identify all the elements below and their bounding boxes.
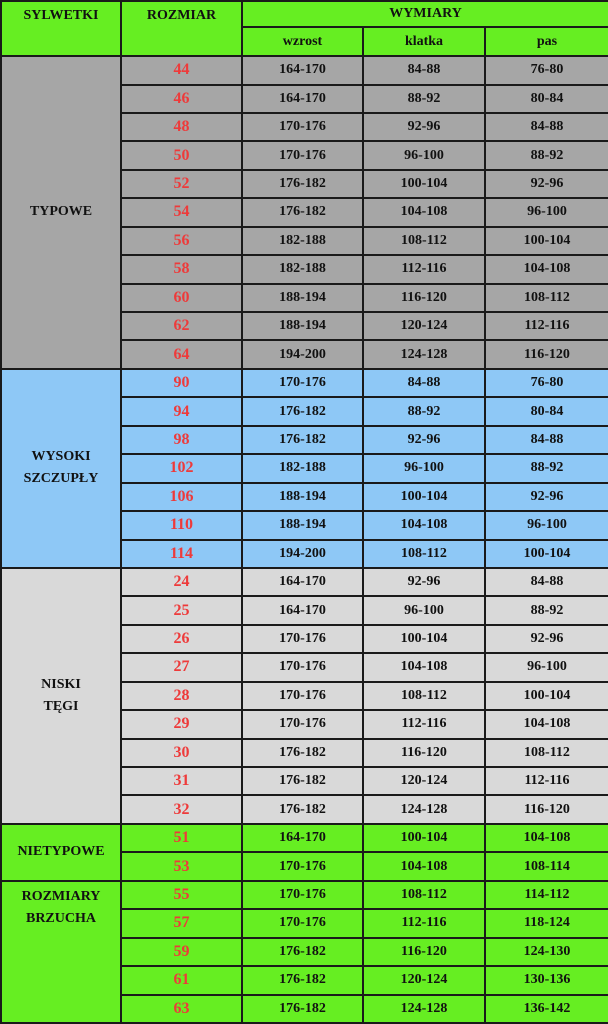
klatka-cell: 116-120 [363, 739, 485, 767]
header-sylwetki: SYLWETKI [1, 1, 121, 56]
pas-cell: 108-114 [485, 852, 608, 880]
group-label-line: TĘGI [43, 698, 79, 714]
wzrost-cell: 176-182 [242, 795, 363, 823]
klatka-cell: 100-104 [363, 170, 485, 198]
size-cell: 90 [121, 369, 242, 397]
pas-cell: 88-92 [485, 596, 608, 624]
klatka-cell: 120-124 [363, 312, 485, 340]
pas-cell: 84-88 [485, 426, 608, 454]
klatka-cell: 104-108 [363, 653, 485, 681]
wzrost-cell: 182-188 [242, 454, 363, 482]
size-cell: 24 [121, 568, 242, 596]
size-cell: 94 [121, 397, 242, 425]
pas-cell: 114-112 [485, 881, 608, 909]
pas-cell: 92-96 [485, 625, 608, 653]
klatka-cell: 108-112 [363, 881, 485, 909]
group-label-line: ROZMIARY [21, 888, 101, 904]
size-cell: 114 [121, 540, 242, 568]
pas-cell: 116-120 [485, 340, 608, 368]
pas-cell: 88-92 [485, 141, 608, 169]
header-klatka: klatka [363, 27, 485, 56]
klatka-cell: 92-96 [363, 426, 485, 454]
klatka-cell: 96-100 [363, 454, 485, 482]
size-cell: 55 [121, 881, 242, 909]
group-label-brzucha [1, 881, 121, 1023]
wzrost-cell: 164-170 [242, 568, 363, 596]
klatka-cell: 100-104 [363, 483, 485, 511]
table-body [1, 1, 608, 1023]
pas-cell: 92-96 [485, 170, 608, 198]
klatka-cell: 124-128 [363, 995, 485, 1023]
pas-cell: 96-100 [485, 653, 608, 681]
klatka-cell: 88-92 [363, 85, 485, 113]
klatka-cell: 112-116 [363, 909, 485, 937]
wzrost-cell: 176-182 [242, 995, 363, 1023]
size-cell: 102 [121, 454, 242, 482]
group-label-line: SZCZUPŁY [23, 471, 99, 487]
wzrost-cell: 176-182 [242, 198, 363, 226]
pas-cell: 112-116 [485, 312, 608, 340]
klatka-cell: 88-92 [363, 397, 485, 425]
pas-cell: 104-108 [485, 824, 608, 852]
wzrost-cell: 170-176 [242, 141, 363, 169]
pas-cell: 108-112 [485, 739, 608, 767]
pas-cell: 80-84 [485, 85, 608, 113]
wzrost-cell: 164-170 [242, 596, 363, 624]
group-label-line: NISKI [41, 676, 81, 692]
size-cell: 57 [121, 909, 242, 937]
klatka-cell: 124-128 [363, 795, 485, 823]
size-cell: 44 [121, 56, 242, 84]
wzrost-cell: 176-182 [242, 739, 363, 767]
size-cell: 27 [121, 653, 242, 681]
klatka-cell: 92-96 [363, 568, 485, 596]
header-rozmiar: ROZMIAR [121, 1, 242, 56]
pas-cell: 124-130 [485, 938, 608, 966]
pas-cell: 96-100 [485, 511, 608, 539]
header-pas: pas [485, 27, 608, 56]
wzrost-cell: 164-170 [242, 85, 363, 113]
group-label-line: BRZUCHA [25, 910, 96, 926]
wzrost-cell: 170-176 [242, 909, 363, 937]
header-wzrost: wzrost [242, 27, 363, 56]
table-row [1, 881, 608, 909]
wzrost-cell: 170-176 [242, 852, 363, 880]
klatka-cell: 92-96 [363, 113, 485, 141]
pas-cell: 136-142 [485, 995, 608, 1023]
size-cell: 98 [121, 426, 242, 454]
wzrost-cell: 176-182 [242, 426, 363, 454]
wzrost-cell: 170-176 [242, 710, 363, 738]
wzrost-cell: 170-176 [242, 682, 363, 710]
pas-cell: 80-84 [485, 397, 608, 425]
table-row [1, 568, 608, 596]
table-row [1, 56, 608, 84]
size-cell: 59 [121, 938, 242, 966]
wzrost-cell: 170-176 [242, 625, 363, 653]
size-cell: 64 [121, 340, 242, 368]
wzrost-cell: 176-182 [242, 397, 363, 425]
wzrost-cell: 182-188 [242, 255, 363, 283]
size-cell: 61 [121, 966, 242, 994]
klatka-cell: 108-112 [363, 682, 485, 710]
klatka-cell: 100-104 [363, 625, 485, 653]
size-cell: 106 [121, 483, 242, 511]
wzrost-cell: 176-182 [242, 966, 363, 994]
pas-cell: 92-96 [485, 483, 608, 511]
wzrost-cell: 188-194 [242, 284, 363, 312]
pas-cell: 100-104 [485, 682, 608, 710]
size-cell: 50 [121, 141, 242, 169]
pas-cell: 130-136 [485, 966, 608, 994]
pas-cell: 76-80 [485, 369, 608, 397]
group-label-wysoki [1, 369, 121, 568]
klatka-cell: 120-124 [363, 767, 485, 795]
klatka-cell: 112-116 [363, 710, 485, 738]
pas-cell: 118-124 [485, 909, 608, 937]
wzrost-cell: 170-176 [242, 369, 363, 397]
size-cell: 62 [121, 312, 242, 340]
wzrost-cell: 176-182 [242, 767, 363, 795]
group-label-typowe [1, 56, 121, 369]
size-cell: 32 [121, 795, 242, 823]
size-cell: 63 [121, 995, 242, 1023]
size-cell: 28 [121, 682, 242, 710]
size-cell: 29 [121, 710, 242, 738]
size-cell: 53 [121, 852, 242, 880]
size-cell: 60 [121, 284, 242, 312]
wzrost-cell: 176-182 [242, 170, 363, 198]
group-label-line: TYPOWE [29, 204, 93, 220]
header-row-top [1, 1, 608, 27]
klatka-cell: 104-108 [363, 511, 485, 539]
wzrost-cell: 164-170 [242, 824, 363, 852]
wzrost-cell: 194-200 [242, 340, 363, 368]
wzrost-cell: 194-200 [242, 540, 363, 568]
wzrost-cell: 170-176 [242, 881, 363, 909]
size-cell: 110 [121, 511, 242, 539]
wzrost-cell: 188-194 [242, 312, 363, 340]
klatka-cell: 108-112 [363, 227, 485, 255]
klatka-cell: 108-112 [363, 540, 485, 568]
table-row [1, 369, 608, 397]
klatka-cell: 104-108 [363, 198, 485, 226]
pas-cell: 84-88 [485, 113, 608, 141]
klatka-cell: 120-124 [363, 966, 485, 994]
header-wymiary: WYMIARY [242, 1, 608, 27]
size-cell: 31 [121, 767, 242, 795]
pas-cell: 104-108 [485, 710, 608, 738]
wzrost-cell: 170-176 [242, 113, 363, 141]
pas-cell: 108-112 [485, 284, 608, 312]
size-cell: 25 [121, 596, 242, 624]
pas-cell: 76-80 [485, 56, 608, 84]
pas-cell: 116-120 [485, 795, 608, 823]
wzrost-cell: 188-194 [242, 511, 363, 539]
wzrost-cell: 188-194 [242, 483, 363, 511]
group-label-nietypowe [1, 824, 121, 881]
pas-cell: 100-104 [485, 227, 608, 255]
size-cell: 30 [121, 739, 242, 767]
wzrost-cell: 182-188 [242, 227, 363, 255]
size-cell: 51 [121, 824, 242, 852]
klatka-cell: 96-100 [363, 141, 485, 169]
wzrost-cell: 164-170 [242, 56, 363, 84]
size-cell: 48 [121, 113, 242, 141]
group-label-line: NIETYPOWE [17, 844, 105, 860]
klatka-cell: 112-116 [363, 255, 485, 283]
size-cell: 58 [121, 255, 242, 283]
pas-cell: 104-108 [485, 255, 608, 283]
size-cell: 46 [121, 85, 242, 113]
klatka-cell: 124-128 [363, 340, 485, 368]
size-cell: 54 [121, 198, 242, 226]
pas-cell: 96-100 [485, 198, 608, 226]
size-cell: 26 [121, 625, 242, 653]
klatka-cell: 84-88 [363, 56, 485, 84]
klatka-cell: 116-120 [363, 284, 485, 312]
wzrost-cell: 170-176 [242, 653, 363, 681]
group-label-niski [1, 568, 121, 824]
pas-cell: 84-88 [485, 568, 608, 596]
group-label-line: WYSOKI [31, 449, 91, 465]
pas-cell: 88-92 [485, 454, 608, 482]
klatka-cell: 116-120 [363, 938, 485, 966]
size-cell: 52 [121, 170, 242, 198]
klatka-cell: 104-108 [363, 852, 485, 880]
klatka-cell: 100-104 [363, 824, 485, 852]
klatka-cell: 96-100 [363, 596, 485, 624]
pas-cell: 112-116 [485, 767, 608, 795]
table-row [1, 824, 608, 852]
size-cell: 56 [121, 227, 242, 255]
pas-cell: 100-104 [485, 540, 608, 568]
wzrost-cell: 176-182 [242, 938, 363, 966]
klatka-cell: 84-88 [363, 369, 485, 397]
